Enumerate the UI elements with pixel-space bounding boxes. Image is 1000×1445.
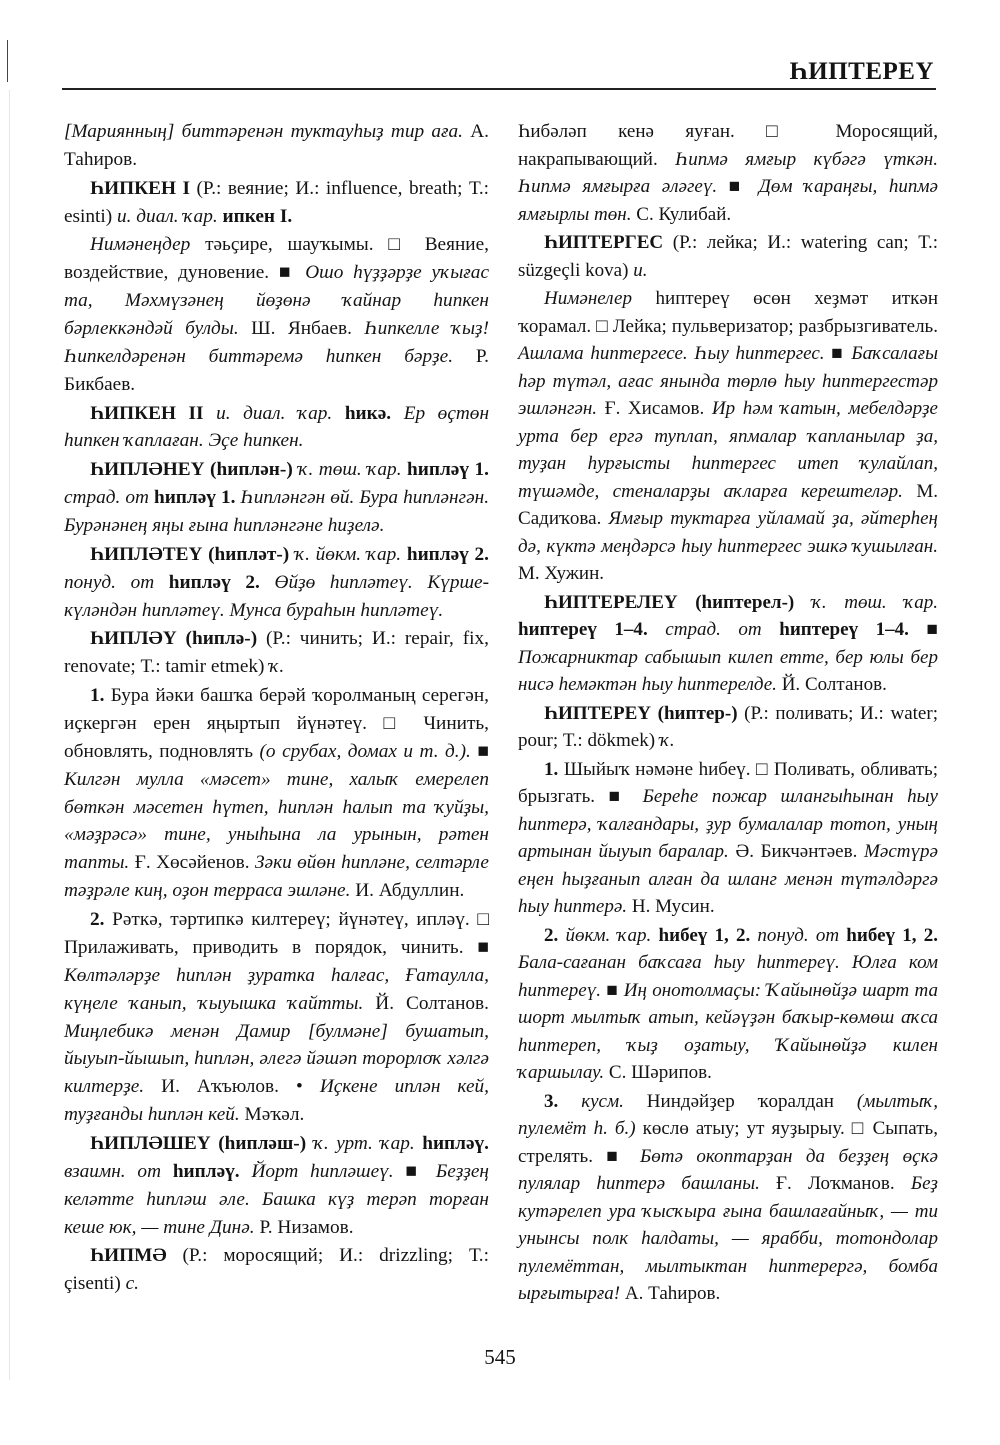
bold-text: һиптереү 1–4.: [779, 619, 927, 640]
dictionary-entry-paragraph: [518, 700, 938, 755]
text-run: И. Аҡъюлов.: [161, 1076, 297, 1098]
italic-text: Беҙ кутәрелеп ура ҡысҡыра ғына башлағайныҡ, — ти унынсы полк һалдаты, — ярабби, тотондолар пулемёттан, мылтыктан һиптерергә, бомба ырғытырға!: [518, 1173, 938, 1304]
text-run: С. Кулибай.: [636, 203, 732, 225]
bold-text: 2.: [544, 924, 566, 946]
dictionary-entry-paragraph: [64, 231, 489, 398]
italic-text: Бөтә окоптарҙан да беҙҙең өҫкә пулялар һиптерә башланы.: [518, 1145, 938, 1194]
dictionary-entry-paragraph: [518, 285, 938, 588]
italic-text: кусм.: [581, 1090, 647, 1112]
text-run: А. Таһиров.: [64, 121, 489, 170]
binding-edge-shadow: [9, 90, 10, 1380]
bold-text: ҺИПТЕРГЕС: [544, 232, 664, 253]
text-run: ■: [477, 740, 489, 762]
text-run: (Р.: моросящий; И.: drizzling; Т.: çisenti): [64, 1245, 489, 1295]
bold-text: һипләү 2.: [406, 543, 489, 565]
dictionary-entry-paragraph: [518, 229, 938, 284]
italic-text: Ашлама һиптергесе. Һыу һиптергес.: [518, 343, 832, 364]
italic-text: Бала-сағанан баҡсаға һыу һиптереү. Юлға ком һиптереү.: [518, 952, 938, 1001]
italic-text: (о срубах, домах и т. д.).: [259, 740, 478, 762]
bold-text: һипләү 2.: [168, 571, 275, 593]
bold-text: һипләү 1.: [407, 459, 489, 481]
italic-text: йөкм. ҡар.: [565, 924, 659, 946]
italic-text: Береһе пожар шлангыһынан һыу һиптерә, ҡалғандары, ҙур бумалалар тотоп, уның артынан йыуып баралар.: [518, 786, 939, 862]
italic-text: ҡ. урт. ҡар.: [306, 1132, 423, 1154]
dictionary-entry-paragraph: [64, 400, 489, 456]
italic-text: Көлтәләрҙе һиплән ҙуратка һалғас, Ғатаулла, күңеле ҡанып, ҡыуышка ҡайтты.: [64, 964, 489, 1014]
italic-text: понуд. от: [64, 571, 169, 593]
italic-text: страд. от: [665, 619, 780, 640]
bold-text: ҺИПЛӘНЕҮ (һиплән-): [90, 459, 293, 481]
dictionary-entry-paragraph: [518, 756, 938, 921]
bold-text: 1.: [544, 758, 564, 780]
text-run: ■: [728, 176, 759, 197]
header-rule: [62, 88, 936, 90]
binding-edge-mark: [7, 40, 8, 82]
dictionary-entry-paragraph: [64, 625, 489, 681]
italic-text: и. диал. ҡар.: [117, 205, 223, 227]
text-run: •: [296, 1076, 320, 1098]
text-run: ■: [606, 979, 624, 1001]
italic-text: Өйҙө һипләтеү. Күрше-күләндән һипләтеү. Мунса бураһын һипләтеү.: [64, 571, 489, 621]
italic-text: Һипләнгән өй. Бура һипләнгән. Бурәнәнең яңы ғына һипләнгәне һиҙелә.: [64, 487, 490, 537]
italic-text: Дөм ҡараңғы, һипмә ямғырлы төн.: [518, 176, 938, 225]
bold-text: һибеү 1, 2.: [658, 924, 758, 946]
text-run: Р. Бикбаев.: [64, 345, 489, 395]
dictionary-entry-paragraph: [518, 118, 938, 228]
italic-text: Һипмә ямғыр күбәгә үткән. Һипмә ямғырға әләгеү.: [518, 148, 938, 197]
text-run: Бура йәки башҡа берәй ҡоролманың серегән, иҫкергән ерен яңыртып йүнәтеү. □ Чинить, обновлять, подновлять: [64, 685, 489, 762]
text-run: (Р.: чинить; И.: repair, fix, renovate; Т.: tamir etmek): [64, 628, 489, 678]
bold-text: һипләү.: [172, 1160, 252, 1182]
italic-text: с.: [125, 1273, 139, 1295]
italic-text: Йорт һипләшеү.: [251, 1160, 406, 1182]
italic-text: страд. от: [64, 487, 154, 509]
text-run: Р. Низамов.: [259, 1216, 354, 1238]
dictionary-entry-paragraph: [64, 1130, 489, 1241]
running-head: ҺИПТЕРЕҮ: [789, 58, 934, 85]
right-column: [518, 118, 938, 1308]
text-run: Шыйыҡ нәмәне һибеү. □ Поливать, обливать; брызгать. ■: [518, 758, 938, 807]
italic-text: [Мариянның] биттәренән туктауһыҙ тир аға.: [64, 121, 471, 142]
italic-text: и. диал. ҡар.: [203, 402, 345, 424]
italic-text: Мәстүрә еңен һыҙғанып алған да шланг менән түтәлдәргә һыу һиптерә.: [518, 841, 939, 917]
left-column: [64, 118, 489, 1298]
text-run: (Р.: поливать; И.: water; pour; Т.: dökmek): [518, 702, 938, 751]
text-run: Ш. Янбаев.: [251, 318, 365, 340]
text-run: Ғ. Лоҡманов.: [776, 1173, 911, 1194]
text-run: ■: [831, 343, 852, 364]
italic-text: ҡ. йөкм. ҡар.: [289, 543, 407, 565]
italic-text: ҡ.: [659, 730, 675, 751]
text-run: Ғ. Хисамов.: [604, 398, 712, 419]
bold-text: 2.: [90, 909, 113, 931]
text-run: тәьҫире, шауҡымы. □ Веяние, воздействие, дуновение. ■: [64, 234, 489, 284]
bold-text: ҺИПЛӘТЕҮ (һипләт-): [90, 543, 290, 565]
text-run: Ниндәйҙер ҡоралдан: [646, 1090, 857, 1112]
italic-text: взаимн. от: [64, 1160, 173, 1182]
bold-text: һибеү 1, 2.: [846, 924, 938, 946]
dictionary-entry-paragraph: [64, 906, 489, 1129]
text-run: Й. Солтанов.: [781, 674, 887, 695]
bold-text: 3.: [544, 1090, 582, 1112]
bold-text: һикә.: [344, 402, 404, 424]
italic-text: Ошо һүҙҙәрҙе уҡығас та, Мәхмүзәнең йөҙөнә ҡайнар һипкен бәрлеккәндәй булды.: [64, 262, 490, 340]
italic-text: Иң онотолмаҫы: Ҡайынөйҙә шарт та шорт мылтыҡ атып, кейәүҙән баҡыр-көмөш аҡса һиптереп, ҡыҙ оҙатыу, Ҡайынөйҙә килен ҡаршылау.: [518, 979, 938, 1083]
dictionary-entry-paragraph: [64, 1242, 489, 1298]
text-run: ■: [405, 1160, 436, 1182]
dictionary-entry-paragraph: [64, 118, 489, 174]
page-number: 545: [484, 1345, 516, 1369]
text-run: Һибәләп кенә яуған. □ Моросящий, накрапывающий.: [518, 121, 938, 170]
italic-text: Баҡсалағы һәр түтәл, ағас янында төрлө һыу һиптергестәр эшләнгән.: [518, 343, 938, 419]
bold-text: һиптереү 1–4.: [518, 619, 666, 640]
dictionary-entry-paragraph: [64, 541, 489, 625]
italic-text: понуд. от: [757, 924, 847, 946]
italic-text: Иҫкене иплән кей, туҙғанды һиплән кей.: [64, 1076, 489, 1126]
italic-text: Ир һәм ҡатын, мебелдәрҙе урта бер ергә туплап, япмалар ҡапланылар ҙа, туҙан һурғысты һиптергес итеп ҡулайлап, түшәмде, стеналарҙы аҡларға керештеләр.: [518, 398, 938, 502]
italic-text: Ер өҫтөн һипкен ҡаплаған. Эҫе һипкен.: [64, 402, 490, 452]
italic-text: Беҙҙең келәтте һипләш әле. Башка күҙ терәп торған кеше юк, — тине Динә.: [64, 1160, 489, 1238]
bold-text: ҺИПТЕРЕЛЕҮ (һиптерел-): [544, 591, 795, 613]
text-run: М. Хужин.: [518, 563, 605, 584]
bold-text: һипләү.: [422, 1132, 489, 1154]
text-run: Мәҡәл.: [244, 1104, 305, 1126]
text-run: һиптереү өсөн хеҙмәт иткән ҡорамал. □ Лейка; пульверизатор; разбрызгиватель.: [518, 288, 938, 337]
dictionary-entry-paragraph: [64, 175, 489, 231]
text-run: ■: [926, 619, 938, 640]
dictionary-entry-paragraph: [64, 682, 489, 905]
bold-text: ҺИПМӘ: [90, 1245, 167, 1267]
italic-text: Һипкелле ҡыҙ! Һипкелдәренән биттәремә һипкен бәрҙе.: [64, 318, 489, 367]
text-run: (Р.: веяние; И.: influence, breath; Т.: esinti): [64, 177, 489, 227]
italic-text: ҡ. төш. ҡар.: [794, 591, 939, 613]
bold-text: ҺИПКЕН II: [90, 402, 204, 424]
text-run: М. Садиҡова.: [518, 480, 938, 529]
bold-text: 1.: [90, 685, 111, 707]
text-run: Рәткә, тәртипкә килтереү; йүнәтеү, ипләү. □ Прилаживать, приводить в порядок, чинить. ■: [64, 909, 490, 958]
bold-text: ипкен I.: [222, 205, 293, 227]
text-run: Н. Мусин.: [631, 896, 715, 917]
italic-text: ҡ. төш. ҡар.: [292, 459, 408, 481]
text-run: (Р.: лейка; И.: watering can; Т.: süzgeçli kova): [518, 232, 938, 281]
bold-text: һипләү 1.: [153, 487, 241, 509]
text-run: Ғ. Хөсәйенов.: [134, 852, 255, 874]
text-run: И. Абдуллин.: [355, 880, 465, 902]
bold-text: ҺИПТЕРЕҮ (һиптер-): [544, 702, 738, 724]
italic-text: Миңлебикә менән Дамир [булмәне] бушатып, йыуып-йышып, һиплән, әлегә йәшәп торорлоҡ хәлгә килтерҙе.: [64, 1020, 489, 1098]
text-run: А. Таһиров.: [624, 1283, 721, 1304]
italic-text: Килгән мулла «мәсет» тине, халыҡ емерелеп бөткән мәсетен һүтеп, һиплән һалып та ҡуйҙы, «мәҙрәсә» тине, уныһына ла урынын, рәтен тапты.: [64, 768, 489, 874]
italic-text: Ямғыр туктарға уйламай ҙа, әйтерһең дә, күктә меңдәрсә һыу һиптергес эшкә ҡушылған.: [518, 508, 938, 557]
italic-text: и.: [633, 259, 648, 281]
bold-text: ҺИПКЕН I: [90, 177, 190, 199]
italic-text: (мылтыҡ, пулемёт һ. б.): [518, 1090, 938, 1139]
italic-text: ҡ.: [269, 656, 285, 678]
italic-text: Зәки өйөн һипләне, селтәрле тәҙрәле киң, оҙон терраса эшләне.: [64, 852, 489, 902]
text-run: С. Шәрипов.: [608, 1062, 712, 1083]
dictionary-entry-paragraph: [518, 922, 938, 1087]
italic-text: Нимәнелер: [544, 288, 656, 309]
text-run: көслө атыу; ут яуҙырыу. □ Сыпать, стрелять. ■: [518, 1118, 938, 1167]
dictionary-entry-paragraph: [64, 456, 489, 540]
italic-text: Нимәнеңдер: [90, 234, 206, 256]
bold-text: ҺИПЛӘШЕҮ (һипләш-): [90, 1132, 307, 1154]
italic-text: Пожарниктар сабышып килеп етте, бер юлы бер нисә һемәктән һыу һиптерелде.: [518, 646, 938, 695]
bold-text: ҺИПЛӘҮ (һиплә-): [90, 628, 258, 650]
dictionary-entry-paragraph: [518, 1088, 938, 1308]
dictionary-entry-paragraph: [518, 589, 938, 699]
text-run: Ә. Бикчәнтәев.: [735, 841, 865, 862]
text-run: Й. Солтанов.: [375, 992, 489, 1014]
